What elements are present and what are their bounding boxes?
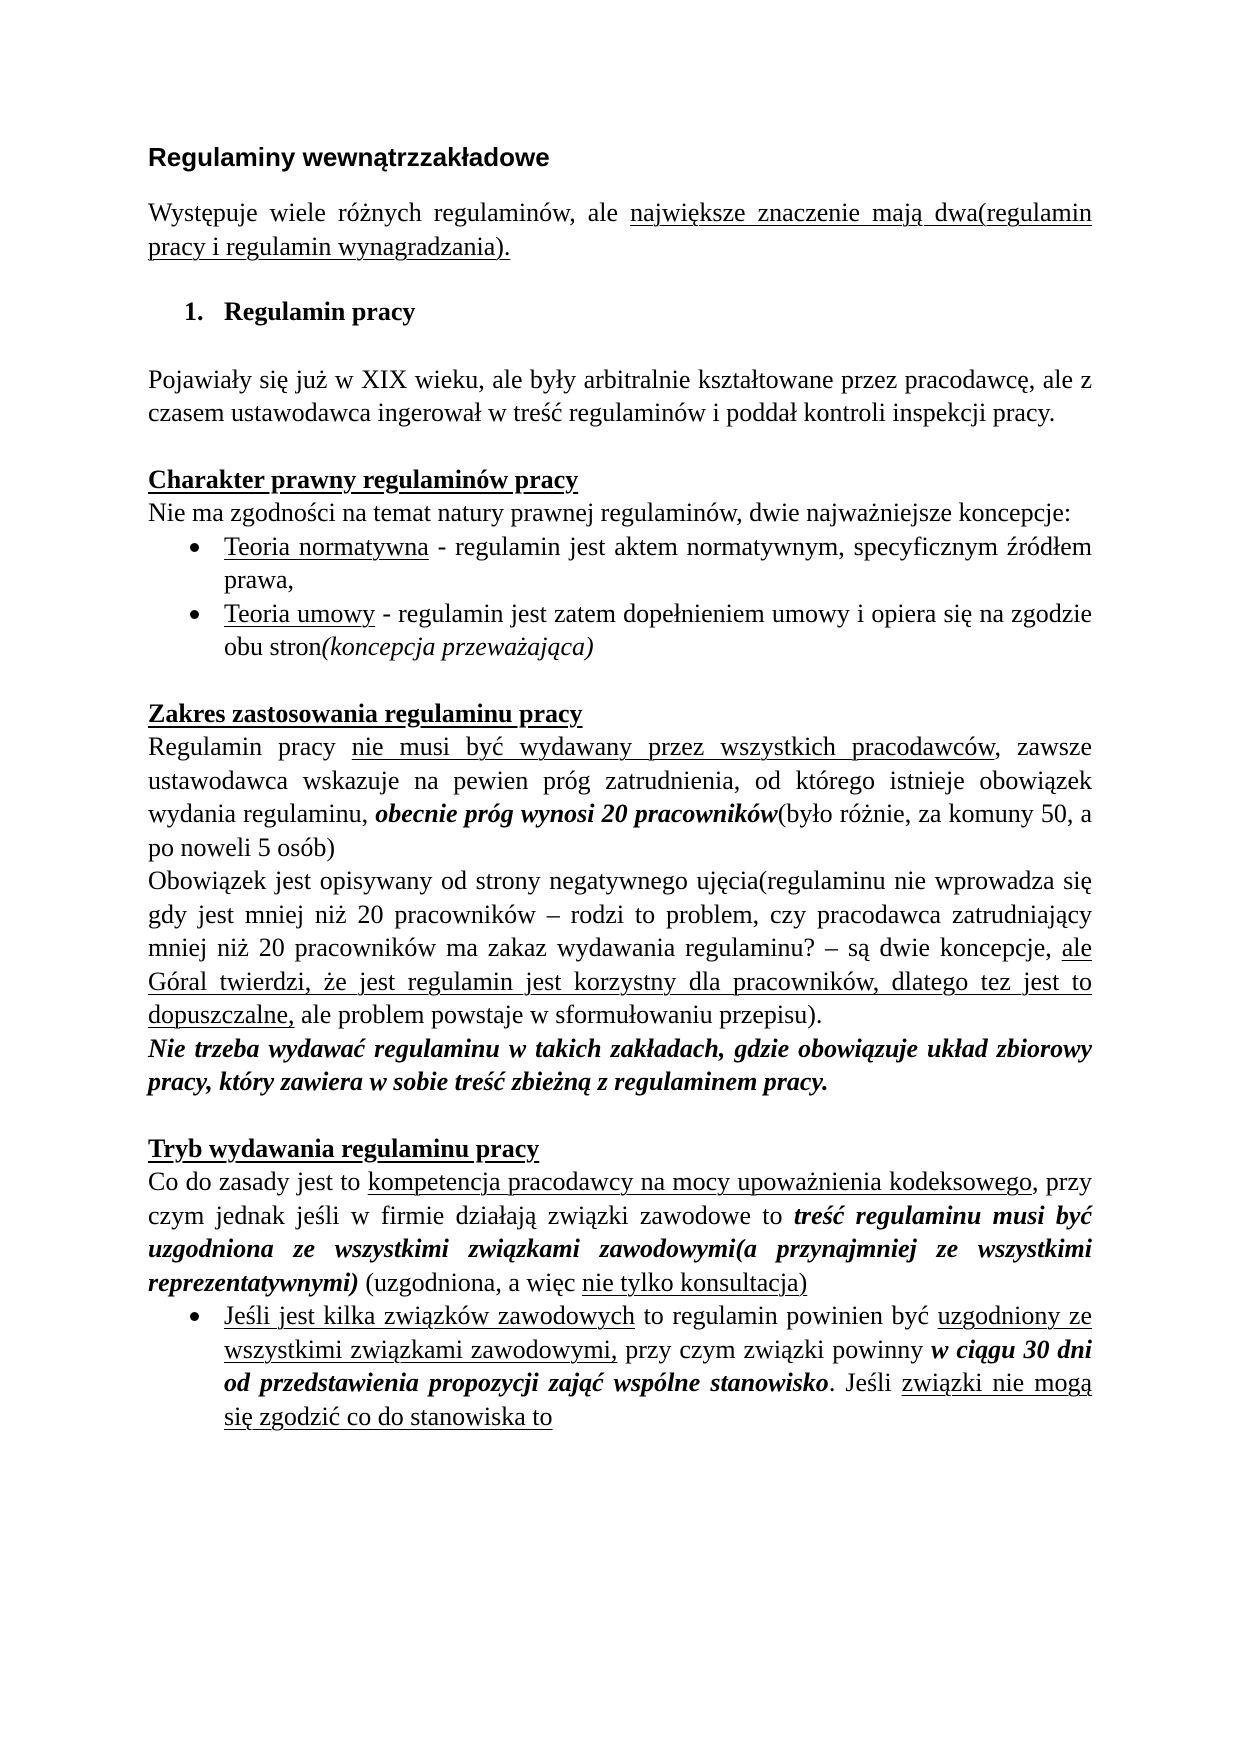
text-run-bold-italic: w ciągu 30 dni od przedstawienia propozycji zająć wspólne stanowisko — [224, 1334, 1092, 1397]
section-heading-charakter: Charakter prawny regulaminów pracy — [148, 464, 579, 494]
theories-list — [148, 530, 1092, 664]
text-run-bold-italic: treść regulaminu musi być uzgodniona ze wszystkimi związkami zawodowymi(a przynajmniej ze wszystkimi reprezentatywnymi) — [148, 1200, 1092, 1297]
section-heading-zakres: Zakres zastosowania regulaminu pracy — [148, 698, 583, 728]
text-run: , przy czym jednak jeśli w firmie działają związki zawodowe to — [148, 1167, 1092, 1230]
bullet-italic: (koncepcja przeważająca) — [321, 632, 594, 661]
section3-paragraph — [148, 1165, 1092, 1299]
text-run-underlined: ale Góral twierdzi, że jest regulamin jest korzystny dla pracowników, dlatego tez jest to dopuszczalne, — [148, 933, 1092, 1029]
list-item — [148, 597, 1092, 664]
text-run: (było różnie, za komuny 50, a po noweli 5 osób) — [148, 799, 1092, 862]
text-run: . Jeśli — [828, 1368, 902, 1397]
intro-paragraph — [148, 196, 1092, 263]
text-run: przy czym związki powinny — [617, 1334, 932, 1364]
bullet-term: Teoria umowy — [224, 598, 376, 628]
document-title: Regulaminy wewnątrzzakładowe — [148, 142, 550, 172]
text-run-underlined: kompetencja pracodawcy na mocy upoważnienia kodeksowego — [367, 1167, 1033, 1196]
section2-paragraph-2 — [148, 864, 1092, 1032]
bullet-term: Teoria normatywna — [224, 531, 429, 561]
bullet-text: - regulamin jest aktem normatywnym, specyficznym źródłem prawa, — [224, 531, 1092, 594]
text-run-bold-italic: obecnie próg wynosi 20 pracowników — [375, 799, 778, 828]
text-run: (uzgodniona, a więc — [358, 1267, 582, 1297]
section2-paragraph-3: Nie trzeba wydawać regulaminu w takich zakładach, gdzie obowiązuje układ zbiorowy pracy, który zawiera w sobie treść zbieżną z regulaminem pracy. — [148, 1033, 1092, 1096]
list-item — [148, 530, 1092, 597]
text-run: to regulamin powinien być — [635, 1301, 938, 1330]
text-run: Co do zasady jest to — [148, 1167, 368, 1196]
text-run-underlined: związki nie mogą się zgodzić co do stanowiska to — [224, 1368, 1092, 1431]
text-run-underlined: Jeśli jest kilka związków zawodowych — [224, 1301, 636, 1330]
numbered-heading — [148, 295, 1092, 329]
text-run-underlined: nie tylko konsultacja) — [581, 1267, 808, 1297]
text-run-underlined: uzgodniony ze wszystkimi związkami zawodowymi, — [224, 1301, 1093, 1364]
heading-label: Regulamin pracy — [224, 297, 416, 326]
heading-number: 1. — [184, 297, 204, 326]
paragraph-history: Pojawiały się już w XIX wieku, ale były arbitralnie kształtowane przez pracodawcę, ale z czasem ustawodawca ingerował w treść regulaminów i poddał kontroli inspekcji pracy. — [148, 364, 1092, 427]
section1-text: Nie ma zgodności na temat natury prawnej regulaminów, dwie najważniejsze koncepcje: — [148, 498, 1072, 527]
text-run: ale problem powstaje w sformułowaniu przepisu). — [294, 1000, 823, 1029]
bullet-text: - regulamin jest zatem dopełnieniem umowy i opiera się na zgodzie obu stron — [224, 598, 1092, 661]
list-item — [148, 1299, 1092, 1433]
unions-list — [148, 1299, 1092, 1433]
section2-paragraph-1 — [148, 730, 1092, 864]
text-run: Regulamin pracy — [148, 732, 352, 761]
section-heading-tryb: Tryb wydawania regulaminu pracy — [148, 1133, 540, 1163]
document-page — [148, 140, 1092, 1433]
text-run: , zawsze ustawodawca wskazuje na pewien próg zatrudnienia, od którego istnieje obowiązek wydania regulaminu, — [148, 732, 1092, 828]
text-run: Obowiązek jest opisywany od strony negatywnego ujęcia(regulaminu nie wprowadza się gdy jest mniej niż 20 pracowników – rodzi to problem, czy pracodawca zatrudniający mniej niż 20 pracowników ma zakaz wydawania regulaminu? – są dwie koncepcje, — [148, 866, 1092, 962]
intro-underlined: największe znaczenie mają dwa(regulamin pracy i regulamin wynagradzania). — [148, 198, 1092, 261]
intro-text: Występuje wiele różnych regulaminów, ale — [148, 198, 631, 227]
text-run-underlined: nie musi być wydawany przez wszystkich pracodawców — [351, 732, 995, 761]
